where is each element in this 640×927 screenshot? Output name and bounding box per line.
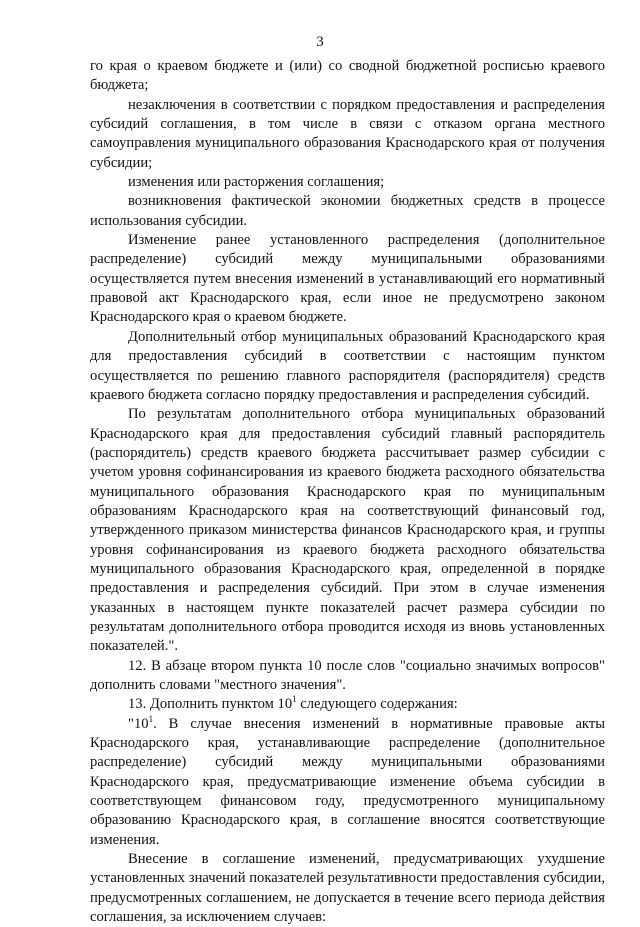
paragraph bbox=[90, 715, 605, 850]
paragraph-text: следующего содержания: bbox=[296, 696, 458, 713]
paragraph-text: 13. Дополнить пунктом 10 bbox=[128, 696, 293, 713]
paragraph: возникновения фактической экономии бюджетных средств в процессе использования субсидии. bbox=[90, 193, 605, 229]
paragraph: По результатам дополнительного отбора муниципальных образований Краснодарского края для предоставления субсидий главный распорядитель (распорядитель) средств краевого бюджета рассчитывает размер субсидии с учетом уровня софинансирования из краевого бюджета расходного обязательства муниципального образования Краснодарского края по муниципальным образованиям Краснодарского края на соответствующий финансовый год, утвержденного приказом министерства финансов Краснодарского края, и группы уровня софинансирования из краевого бюджета расходного обязательства муниципального образования Краснодарского края, определенной в порядке предоставления и распределения субсидий. При этом в случае изменения указанных в настоящем пункте показателей расчет размера субсидии по результатам дополнительного отбора проводится исходя из вновь установленных показателей.". bbox=[90, 406, 605, 655]
paragraph: незаключения в соответствии с порядком предоставления и распределения субсидий соглашения, в том числе в связи с отказом органа местного самоуправления муниципального образования Краснодарского края от получения субсидии; bbox=[90, 96, 605, 171]
paragraph-text: "10 bbox=[128, 715, 149, 732]
paragraph: Дополнительный отбор муниципальных образований Краснодарского края для предоставления субсидий в соответствии с настоящим пунктом осуществляется по решению главного распорядителя (распорядителя) средств краевого бюджета согласно порядку предоставления и распределения субсидий. bbox=[90, 328, 605, 403]
superscript: 1 bbox=[148, 713, 154, 724]
paragraph: изменения или расторжения соглашения; bbox=[128, 174, 385, 191]
paragraph bbox=[90, 695, 605, 714]
superscript: 1 bbox=[292, 694, 297, 705]
paragraph: Изменение ранее установленного распределения (дополнительное распределение) субсидий между муниципальными образованиями осуществляется путем внесения изменений в устанавливающий его нормативный правовой акт Краснодарского края, если иное не предусмотрено законом Краснодарского края о краевом бюджете. bbox=[90, 232, 605, 326]
paragraph: Внесение в соглашение изменений, предусматривающих ухудшение установленных значений показателей результативности предоставления субсидии, предусмотренных соглашением, не допускается в течение всего периода действия соглашения, за исключением случаев: bbox=[90, 851, 605, 926]
page-number: 3 bbox=[316, 34, 324, 50]
paragraph: 12. В абзаце втором пункта 10 после слов "социально значимых вопросов" дополнить словами "местного значения". bbox=[90, 657, 605, 693]
paragraph-text: . В случае внесения изменений в нормативные правовые акты Краснодарского края, устанавливающие распределение (дополнительное распределение) субсидий между муниципальными образованиями Краснодарского края, предусматривающие изменение объема субсидии в соответствующем финансовом году, предусмотренного муниципальному образованию Краснодарского края, в соглашение вносятся соответствующие изменения. bbox=[90, 715, 605, 848]
paragraph: го края о краевом бюджете и (или) со сводной бюджетной росписью краевого бюджета; bbox=[90, 58, 605, 94]
document-body bbox=[90, 57, 605, 927]
